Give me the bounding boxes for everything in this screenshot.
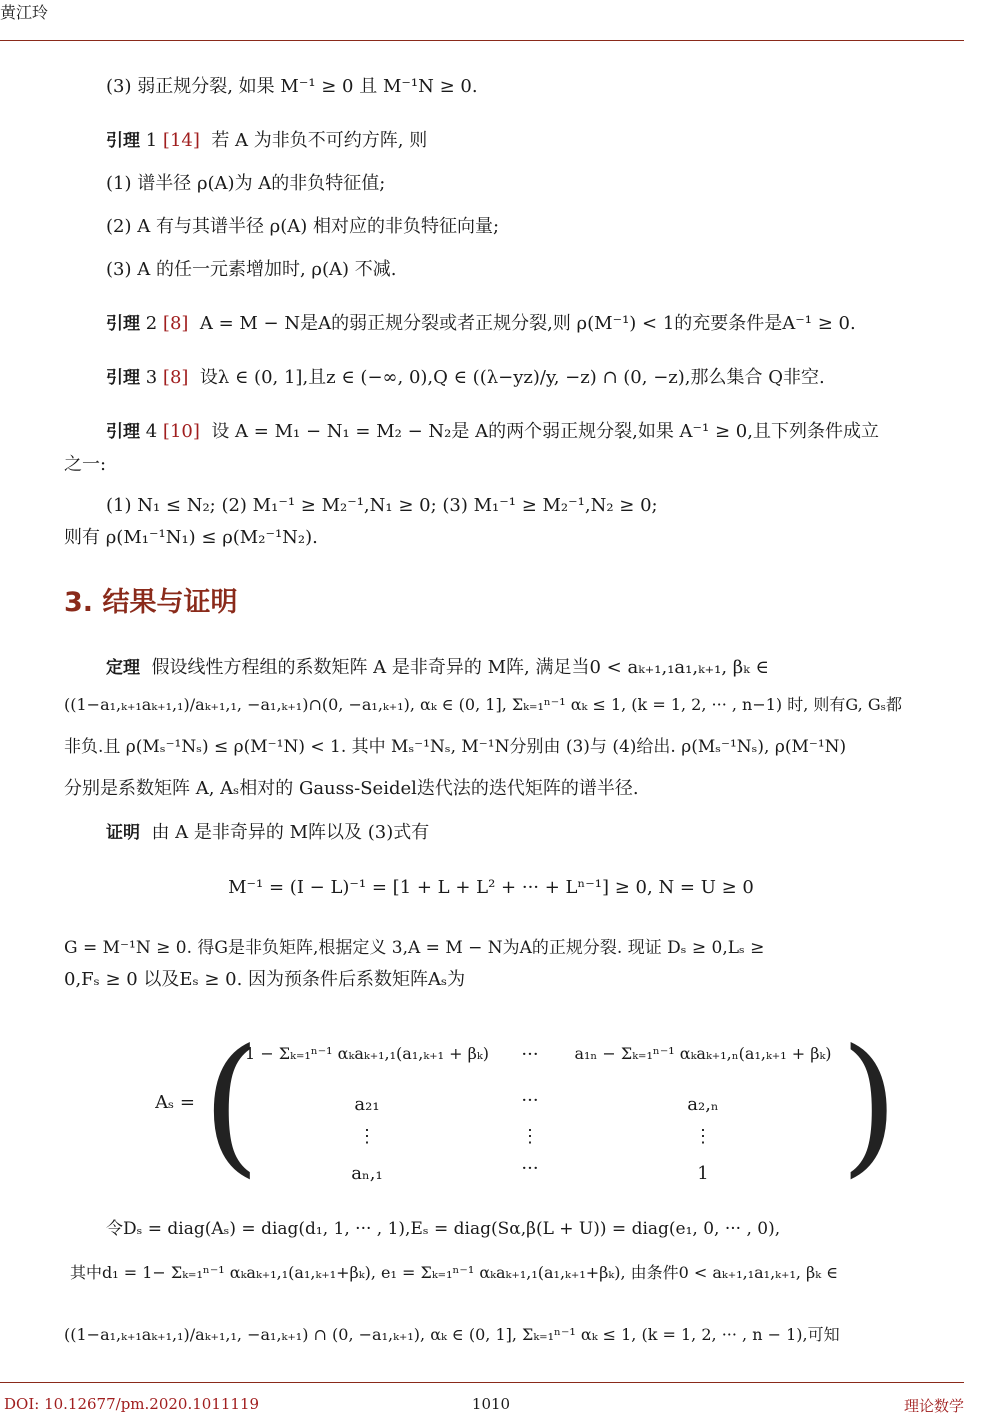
matrix-r3c3: ⋮ <box>694 1126 712 1147</box>
matrix-right-paren: ) <box>840 1018 899 1192</box>
running-header-author: 黄江玲 <box>0 3 49 22</box>
proof-line-a: G = M⁻¹N ≥ 0. 得G是非负矩阵,根据定义 3,A = M − N为A的正规分裂. 现证 Dₛ ≥ 0,Lₛ ≥ <box>64 938 765 958</box>
item-3-weak-regular-splitting: (3) 弱正规分裂, 如果 M⁻¹ ≥ 0 且 M⁻¹N ≥ 0. <box>106 76 478 97</box>
matrix-r3c1: ⋮ <box>358 1126 376 1147</box>
lemma-1-text: 若 A 为非负不可约方阵, 则 <box>211 130 428 151</box>
lemma-4-citation[interactable]: [10] <box>162 421 200 442</box>
lemma-3-citation[interactable]: [8] <box>162 367 189 388</box>
footer-doi[interactable]: DOI: 10.12677/pm.2020.1011119 <box>4 1395 260 1413</box>
lemma-1-statement <box>106 128 964 154</box>
after-line-1: 令Dₛ = diag(Aₛ) = diag(d₁, 1, ··· , 1),Eₛ = diag(Sα,β(L + U)) = diag(e₁, 0, ··· , 0), <box>106 1219 781 1239</box>
proof-intro <box>106 820 964 846</box>
matrix-r1c2: ··· <box>521 1044 539 1065</box>
lemma-4-text: 设 A = M₁ − N₁ = M₂ − N₂是 A的两个弱正规分裂,如果 A⁻¹ ≥ 0,且下列条件成立 <box>211 421 879 442</box>
section-heading: 3. 结果与证明 <box>64 587 238 618</box>
proof-label: 证明 <box>106 823 140 843</box>
after-line-3: ((1−a₁,ₖ₊₁aₖ₊₁,₁)/aₖ₊₁,₁, −a₁,ₖ₊₁) ∩ (0, −a₁,ₖ₊₁), αₖ ∈ (0, 1], Σₖ₌₁ⁿ⁻¹ αₖ ≤ 1, (k = 1, 2, ··· , n − 1),可知 <box>64 1325 840 1344</box>
matrix-r3c2: ⋮ <box>521 1126 539 1147</box>
after-line-2: 其中d₁ = 1− Σₖ₌₁ⁿ⁻¹ αₖaₖ₊₁,₁(a₁,ₖ₊₁+βₖ), e₁ = Σₖ₌₁ⁿ⁻¹ αₖaₖ₊₁,₁(a₁,ₖ₊₁+βₖ), 由条件0 < aₖ₊₁,₁a₁,ₖ₊₁, βₖ ∈ <box>70 1263 839 1282</box>
lemma-4-conditions: (1) N₁ ≤ N₂; (2) M₁⁻¹ ≥ M₂⁻¹,N₁ ≥ 0; (3) M₁⁻¹ ≥ M₂⁻¹,N₂ ≥ 0; <box>106 495 658 516</box>
lemma-2-statement <box>106 311 964 337</box>
lemma-2-citation[interactable]: [8] <box>162 313 189 334</box>
lemma-1-number: 1 <box>145 130 158 151</box>
lemma-2-label: 引理 <box>106 314 140 334</box>
matrix-left-paren: ( <box>202 1018 261 1192</box>
matrix-r2c1: a₂₁ <box>354 1094 380 1115</box>
theorem-text-1: 假设线性方程组的系数矩阵 A 是非奇异的 M阵, 满足当0 < aₖ₊₁,₁a₁,ₖ₊₁, βₖ ∈ <box>151 657 769 678</box>
footer-page-number: 1010 <box>471 1395 511 1413</box>
lemma-1-citation[interactable]: [14] <box>162 130 200 151</box>
lemma-2-text: A = M − N是A的弱正规分裂或者正规分裂,则 ρ(M⁻¹) < 1的充要条件是A⁻¹ ≥ 0. <box>199 313 856 334</box>
lemma-4-number: 4 <box>145 421 158 442</box>
header-rule <box>0 40 964 41</box>
matrix-r1c3: a₁ₙ − Σₖ₌₁ⁿ⁻¹ αₖaₖ₊₁,ₙ(a₁,ₖ₊₁ + βₖ) <box>574 1044 832 1063</box>
lemma-3-number: 3 <box>145 367 158 388</box>
lemma-2-number: 2 <box>145 313 158 334</box>
matrix-r2c3: a₂,ₙ <box>687 1094 719 1115</box>
lemma-1-item-2: (2) A 有与其谱半径 ρ(A) 相对应的非负特征向量; <box>106 216 500 237</box>
matrix-r4c2: ··· <box>521 1158 539 1179</box>
footer-rule <box>0 1382 964 1383</box>
lemma-4-label: 引理 <box>106 422 140 442</box>
matrix-r4c1: aₙ,₁ <box>351 1163 383 1184</box>
lemma-1-label: 引理 <box>106 131 140 151</box>
lemma-3-label: 引理 <box>106 368 140 388</box>
lemma-3-statement <box>106 365 964 391</box>
lemma-1-item-3: (3) A 的任一元素增加时, ρ(A) 不减. <box>106 259 397 280</box>
proof-line-b: 0,Fₛ ≥ 0 以及Eₛ ≥ 0. 因为预条件后系数矩阵Aₛ为 <box>64 969 466 990</box>
lemma-4-conclusion: 则有 ρ(M₁⁻¹N₁) ≤ ρ(M₂⁻¹N₂). <box>64 527 318 548</box>
theorem-label: 定理 <box>106 658 140 678</box>
theorem-line-2: ((1−a₁,ₖ₊₁aₖ₊₁,₁)/aₖ₊₁,₁, −a₁,ₖ₊₁)∩(0, −a₁,ₖ₊₁), αₖ ∈ (0, 1], Σₖ₌₁ⁿ⁻¹ αₖ ≤ 1, (k = 1, 2, ··· , n−1) 时, 则有G, Gₛ都 <box>64 695 902 714</box>
matrix-r4c3: 1 <box>697 1163 709 1184</box>
lemma-4-text-continued: 之一: <box>64 454 107 475</box>
lemma-1-item-1: (1) 谱半径 ρ(A)为 A的非负特征值; <box>106 173 386 194</box>
matrix-r2c2: ··· <box>521 1090 539 1111</box>
matrix-as <box>150 1018 899 1192</box>
matrix-lhs: Aₛ = <box>155 1092 195 1113</box>
proof-intro-text: 由 A 是非奇异的 M阵以及 (3)式有 <box>151 822 430 843</box>
matrix-r1c1: 1 − Σₖ₌₁ⁿ⁻¹ αₖaₖ₊₁,₁(a₁,ₖ₊₁ + βₖ) <box>245 1044 489 1063</box>
theorem-line-4: 分别是系数矩阵 A, Aₛ相对的 Gauss-Seidel迭代法的迭代矩阵的谱半径. <box>64 778 639 799</box>
lemma-4-statement <box>106 419 964 445</box>
theorem-line-3: 非负.且 ρ(Mₛ⁻¹Nₛ) ≤ ρ(M⁻¹N) < 1. 其中 Mₛ⁻¹Nₛ, M⁻¹N分别由 (3)与 (4)给出. ρ(Mₛ⁻¹Nₛ), ρ(M⁻¹N) <box>64 737 847 757</box>
footer-journal: 理论数学 <box>903 1397 964 1415</box>
lemma-3-text: 设λ ∈ (0, 1],且z ∈ (−∞, 0),Q ∈ ((λ−yz)/y, −z) ∩ (0, −z),那么集合 Q非空. <box>199 367 825 388</box>
equation-m-inverse: M⁻¹ = (I − L)⁻¹ = [1 + L + L² + ··· + Lⁿ⁻¹] ≥ 0, N = U ≥ 0 <box>228 877 754 898</box>
theorem-line-1 <box>106 655 964 681</box>
